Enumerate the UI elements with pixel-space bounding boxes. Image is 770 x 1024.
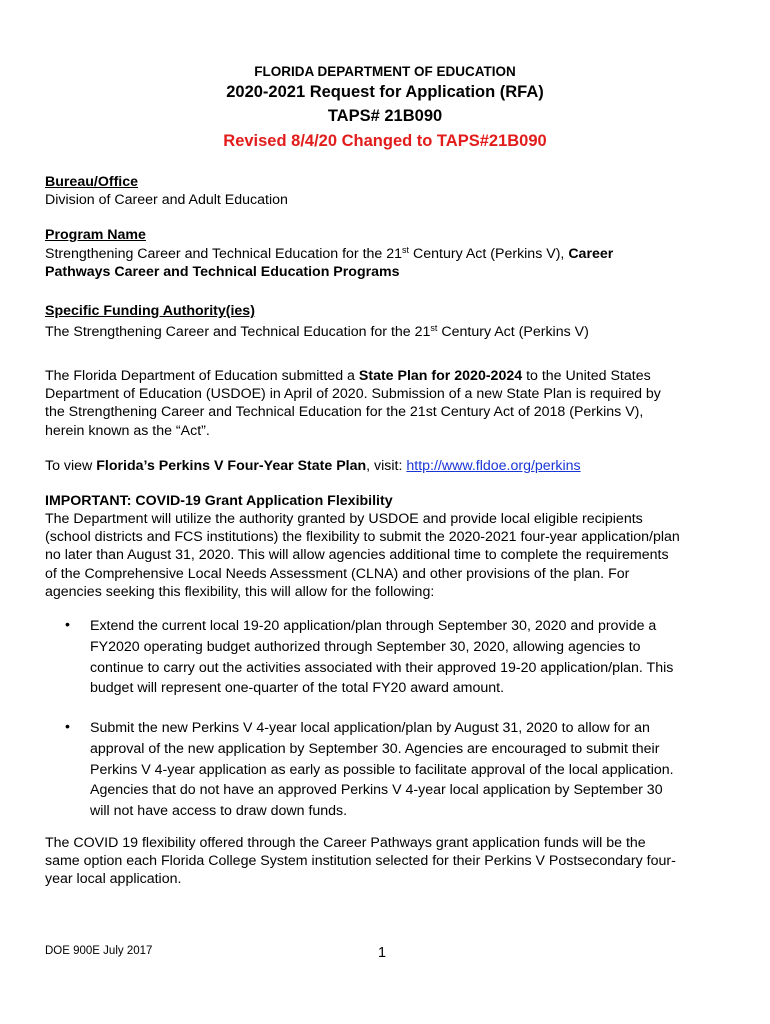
covid-paragraph: The Department will utilize the authority granted by USDOE and provide local eligible recipients (school districts and FCS institutions) the flexibility to submit the 2020-2021 four-year application/plan no later than August 31, 2020. This will allow agencies additional time to complete the requirements of the Comprehensive Local Needs Assessment (CLNA) and other provisions of the plan. For agencies seeking this flexibility, this will allow for the following: [45,511,680,600]
revision-note: Revised 8/4/20 Changed to TAPS#21B090 [223,132,547,150]
list-item: Submit the new Perkins V 4-year local application/plan by August 31, 2020 to allow for an approval of the new application by September 30. Agencies are encouraged to submit their Perkins V 4-year application as early as possible to facilitate approval of the local application. Agencies that do not have an approved Perkins V 4-year local application by September 30 will not have access to draw down funds. [90,720,674,820]
closing-paragraph: The COVID 19 flexibility offered through the Career Pathways grant application funds will be the same option each Florida College System institution selected for their Perkins V Postsecondary four- year local application. [45,835,676,888]
taps-number: TAPS# 21B090 [327,107,443,125]
state-plan-paragraph: The Florida Department of Education submitted a State Plan for 2020-2024 to the United States Department of Education (USDOE) in April of 2020. Submission of a new State Plan is required by the Strengthening Career and Technical Education for the 21st Century Act of 2018 (Perkins V), herein known as the “Act”. [45,368,661,439]
perkins-link[interactable]: http://www.fldoe.org/perkins [406,458,581,474]
bullet-icon: • [65,719,70,735]
covid-heading: IMPORTANT: COVID-19 Grant Application Flexibility [45,493,393,509]
list-item: Extend the current local 19-20 application/plan through September 30, 2020 and provide a FY2020 operating budget authorized through September 30, 2020, allowing agencies to continue to carry out the activities associated with their approved 19-20 application/plan. This budget will represent one-quarter of the total FY20 award amount. [90,618,674,697]
bureau-heading: Bureau/Office [45,174,139,190]
program-heading: Program Name [45,227,146,243]
document-title: 2020-2021 Request for Application (RFA) [226,83,544,101]
view-plan-line: To view Florida’s Perkins V Four-Year State Plan, visit: http://www.fldoe.org/perkins [45,458,581,474]
bureau-value: Division of Career and Adult Education [45,192,288,208]
program-name: Strengthening Career and Technical Education for the 21st Century Act (Perkins V), Career Pathways Career and Technical Education Programs [45,245,614,281]
page-number: 1 [378,945,387,961]
funding-authority: The Strengthening Career and Technical Education for the 21st Century Act (Perkins V) [45,323,589,340]
funding-heading: Specific Funding Authority(ies) [45,303,255,319]
bullet-icon: • [65,617,70,633]
agency-name: FLORIDA DEPARTMENT OF EDUCATION [254,64,516,79]
footer-form-number: DOE 900E July 2017 [45,945,153,957]
